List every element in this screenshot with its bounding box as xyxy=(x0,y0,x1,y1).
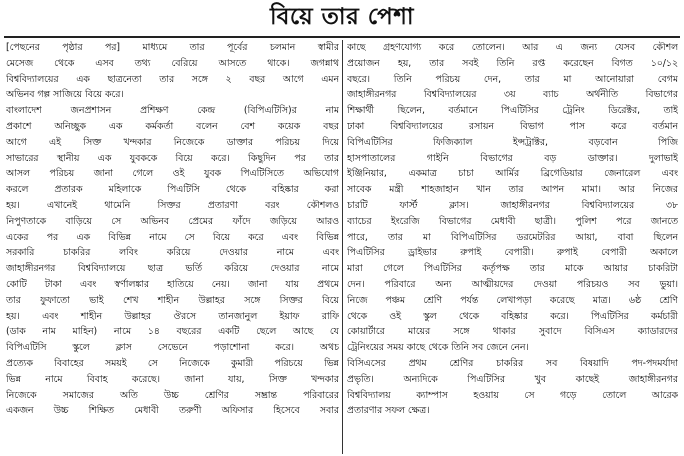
article-line: নিজেকে সমাজের অতি উচ্চ শ্রেণির সম্ভ্রান্ত পরিবারের xyxy=(6,389,339,401)
article-line: মারা গেলে পিএটিসির কর্তৃপক্ষ তার মাকে আয়ার চাকরিটা xyxy=(347,263,678,275)
article-line: থেকে ওই স্কুল থেকে বহিষ্কার করে। পিএটিসির কর্মচারী xyxy=(347,310,678,322)
article-line: শিক্ষার্থী ছিলেন, বর্তমানে পিএটিসির ট্রেনিং ডিরেক্টর, তাই xyxy=(347,105,678,117)
article-line: মেসেজ থেকে এসব তথ্য বেরিয়ে আসতে থাকে। জগন্নাথ xyxy=(6,57,339,69)
article-line: প্রত্যেক বিবাহের সময়ই সে নিজেকে কুমারী পরিচয়ে ভিন্ন xyxy=(6,357,339,369)
article-line: কাছে গ্রহণযোগ্য করে তোলেন। আর এ জন্য যেসব কৌশল xyxy=(347,42,678,53)
article-line: ট্রেনিংয়ের সময় কাছে থেকে তিনি সব জেনে নেন। xyxy=(347,342,529,354)
article-line: প্রতারণার সফল ক্ষেত্র। xyxy=(347,405,430,417)
article-line: অভিনব গল্প সাজিয়ে বিয়ে করে। xyxy=(6,89,124,101)
article-line: হয়। এখানেই থামেনি সিক্তর প্রতারণা বরং কৌশলও xyxy=(6,199,339,211)
article-line: বিশ্ববিদ্যালয়ের এক ছাত্রনেতা তার সঙ্গে ২ বছর আগে এমন xyxy=(6,73,339,85)
article-line: প্রয়োজন হয়, তার সবই তিনি রপ্ত করেছেন বিগত ১০/১২ xyxy=(347,57,678,69)
article-line: কোটি টাকা এবং স্বর্ণালঙ্কার হাতিয়ে নেয়। জানা যায় প্রথমে xyxy=(6,278,339,290)
article-line: পিএটিসির ড্রাইভার রুপাই বেপারী। রুপাই বেপারী অকালে xyxy=(347,247,678,259)
article-line: একজন উচ্চ শিক্ষিত মেধাবী তরুণী অফিসার হিসেবে সবার xyxy=(6,405,339,417)
article-line: (ডাক নাম মাহিন) নামে ১৪ বছরের একটি ছেলে আছে যে xyxy=(6,326,339,338)
article-line: বছরে। তিনি পরিচয় দেন, তার মা আনোয়ারা বেগম xyxy=(347,73,678,85)
article-line: আসল পরিচয় জানা গেলে ওই যুবক পিএটিসিতে অভিযোগ xyxy=(6,168,339,180)
article-line: ইঞ্জিনিয়ার, একমাত্র চাচা আর্মির ব্রিগেডিয়ার জেনারেল এবং xyxy=(347,168,678,180)
article-line: জাহাঙ্গীরনগর বিশ্ববিদ্যালয়ে ছাত্র ভর্তি করিয়ে দেওয়ার নামে xyxy=(6,263,339,275)
article-column-right xyxy=(347,40,678,454)
article-line: প্রকাশে অনিচ্ছুক এক কর্মকর্তা বলেন বেশ কয়েক বছর xyxy=(6,120,339,132)
article-column-left xyxy=(6,40,339,454)
article-line: হাসপাতালের গাইনি বিভাগের বড় ডাক্তার। দুলাভাই xyxy=(347,152,678,164)
article-line: বিপিএটিসি স্কুলে ক্লাস সেভেনে পড়াশোনা করে। অথচ xyxy=(6,342,339,354)
headline-rule xyxy=(4,36,680,38)
article-line: বিশ্ববিদ্যালয় ক্যাম্পাস হওয়ায় সে গড়ে তোলে আরেক xyxy=(347,389,678,401)
article-line: নিপুণতাকে বাড়িয়ে সে অভিনব প্রেমের ফাঁদে জড়িয়ে আরও xyxy=(6,215,339,227)
article-line: একের পর এক বিভিন্ন নামে সে বিয়ে করে এবং বিভিন্ন xyxy=(6,231,339,243)
article-line: জাহাঙ্গীরনগর বিশ্ববিদ্যালয়ের ৩য় ব্যাচ অর্থনীতি বিভাগের xyxy=(347,89,678,101)
headline: বিয়ে তার পেশা xyxy=(270,4,414,30)
article-line: [পেছনের পৃষ্ঠার পর] মাধ্যমে তার পূর্বের চলমান স্বামীর xyxy=(6,42,339,53)
article-line: বিসিএসের প্রথম শ্রেণির চাকরির সব বিষয়াদি পদ-পদমর্যাদা xyxy=(347,357,678,369)
article-line: হয়। এবং শাহীন উল্লাহর ঔরসে তানজানুল ইয়াফ রাফি xyxy=(6,310,339,322)
headline-area xyxy=(0,0,684,34)
article-line: দেন। পরিবারে অন্য আত্মীয়দের দেওয়া পরিচয়ও সব ভুয়া। xyxy=(347,278,678,290)
article-line: ভিন্ন নামে বিবাহ করেছে। জানা যায়, সিক্ত খন্দকার xyxy=(6,373,339,385)
article-line: ব্যাচের ইংরেজি বিভাগের মেধাবী ছাত্রী। পুলিশ পরে জানতে xyxy=(347,215,678,227)
article-line: সাবেক মন্ত্রী শাহজাহান খান তার আপন মামা। আর নিজের xyxy=(347,184,678,196)
article-line: পারে, তার মা বিপিএটিসির ডরমেটরির আয়া, বাবা ছিলেন xyxy=(347,231,678,243)
article-line: চারটি ফার্স্ট ক্লাস। জাহাঙ্গীরনগর বিশ্ববিদ্যালয়ের ৩৮ xyxy=(347,199,678,211)
article-line: সরকারি চাকরির লবিং করিয়ে দেওয়ার নামে এবং xyxy=(6,247,339,259)
article-line: তার ফুফাতো ভাই শেখ শাহীন উল্লাহর সঙ্গে সিক্তর বিয়ে xyxy=(6,294,339,306)
article-line: করলে প্রতারক মহিলাকে পিএটিসি থেকে বহিষ্কার করা xyxy=(6,184,339,196)
article-line: আগে এই সিক্ত খন্দকার নিজেকে ডাক্তার পরিচয় দিয়ে xyxy=(6,136,339,148)
article-line: বাংলাদেশ জনপ্রশাসন প্রশিক্ষণ কেন্দ্র (বিপিএটিসি)র নাম xyxy=(6,105,339,117)
article-line: বিপিএটিসির ফিজিক্যাল ইন্সট্রাক্টর, বড়বোন পিজি xyxy=(347,136,678,148)
article-line: প্রভৃতি। অন্যদিকে পিএটিসির খুব কাছেই জাহাঙ্গীরনগর xyxy=(347,373,678,385)
article-line: নিজে পঞ্চম শ্রেণি পর্যন্ত লেখাপড়া করেছে মাত্র। ৬ষ্ঠ শ্রেণি xyxy=(347,294,678,306)
article-line: সাভারের স্থানীয় এক যুবককে বিয়ে করে। কিছুদিন পর তার xyxy=(6,152,339,164)
article-line: কোয়ার্টারে মায়ের সঙ্গে থাকার সুবাদে বিসিএস ক্যাডারদের xyxy=(347,326,678,338)
article-line: ঢাকা বিশ্ববিদ্যালয়ের রসায়ন বিভাগ পাস করে বর্তমান xyxy=(347,120,678,132)
column-divider xyxy=(342,40,343,454)
